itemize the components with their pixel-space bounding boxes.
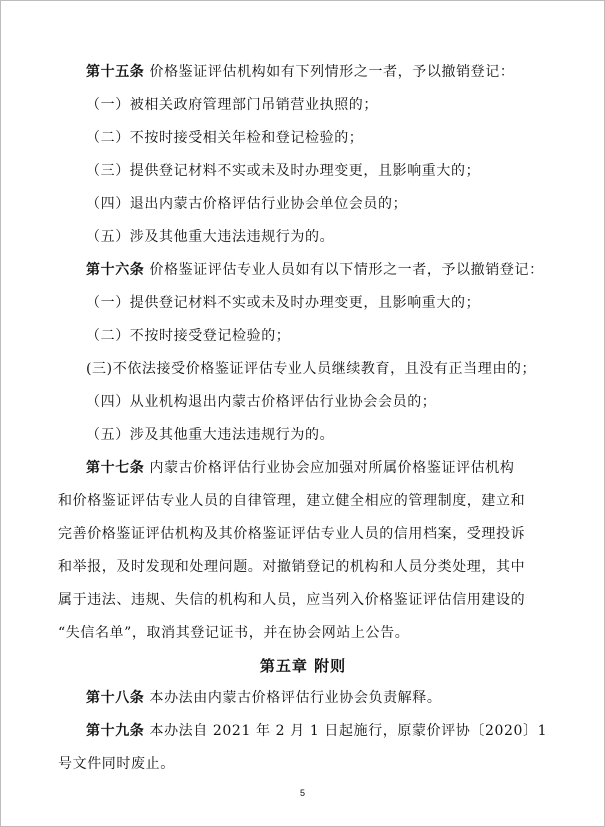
chapter-5-heading: 第五章 附则 bbox=[259, 657, 347, 675]
article-17-line-4: 和举报，及时发现和处理问题。对撤销登记的机构和人员分类处理，其中 bbox=[58, 559, 526, 575]
article-15-item-5: （五）涉及其他重大违法违规行为的。 bbox=[86, 229, 335, 245]
article-15-heading bbox=[86, 62, 514, 82]
article-15-item-3: （三）提供登记材料不实或未及时办理变更，且影响重大的； bbox=[86, 163, 481, 179]
article-17-line-3: 完善价格鉴证评估机构及其价格鉴证评估专业人员的信用档案，受理投诉 bbox=[58, 526, 526, 542]
article-15-title: 第十五条 bbox=[86, 64, 145, 80]
article-16-lead: 价格鉴证评估专业人员如有以下情形之一者，予以撤销登记： bbox=[149, 262, 544, 278]
article-15-lead: 价格鉴证评估机构如有下列情形之一者，予以撤销登记： bbox=[149, 64, 515, 80]
article-16-item-1: （一）提供登记材料不实或未及时办理变更，且影响重大的； bbox=[86, 295, 481, 311]
page-number: 5 bbox=[299, 788, 305, 798]
article-16-item-4: （四）从业机构退出内蒙古价格评估行业协会会员的； bbox=[86, 394, 437, 410]
article-19-line-2: 号文件同时废止。 bbox=[58, 756, 175, 772]
article-17-line-5: 属于违法、违规、失信的机构和人员，应当列入价格鉴证评估信用建设的 bbox=[58, 592, 526, 608]
article-17-line-1 bbox=[86, 458, 514, 478]
article-18-text: 本办法由内蒙古价格评估行业协会负责解释。 bbox=[149, 690, 442, 706]
article-16-item-5: （五）涉及其他重大违法违规行为的。 bbox=[86, 427, 335, 443]
article-15-item-2: （二）不按时接受相关年检和登记检验的； bbox=[86, 130, 364, 146]
article-15-item-1: （一）被相关政府管理部门吊销营业执照的； bbox=[86, 97, 378, 113]
article-17-line-6: “失信名单”，取消其登记证书，并在协会网站上公告。 bbox=[58, 625, 410, 641]
article-15-item-4: （四）退出内蒙古价格评估行业协会单位会员的； bbox=[86, 196, 408, 212]
article-17-text: 内蒙古价格评估行业协会应加强对所属价格鉴证评估机构 bbox=[149, 460, 515, 476]
article-17-line-2: 和价格鉴证评估专业人员的自律管理，建立健全相应的管理制度，建立和 bbox=[58, 493, 526, 509]
article-17-title: 第十七条 bbox=[86, 460, 145, 476]
article-16-item-3: (三)不依法接受价格鉴证评估专业人员继续教育，且没有正当理由的； bbox=[86, 361, 537, 377]
article-16-title: 第十六条 bbox=[86, 262, 145, 278]
article-19-title: 第十九条 bbox=[86, 723, 145, 739]
article-18-title: 第十八条 bbox=[86, 690, 145, 706]
article-16-item-2: （二）不按时接受登记检验的； bbox=[86, 328, 291, 344]
article-19-text: 本办法自 2021 年 2 月 1 日起施行，原蒙价评协〔2020〕1 bbox=[149, 723, 548, 739]
article-16-heading bbox=[86, 260, 544, 280]
article-19-line-1 bbox=[86, 721, 547, 741]
article-18 bbox=[86, 688, 441, 708]
